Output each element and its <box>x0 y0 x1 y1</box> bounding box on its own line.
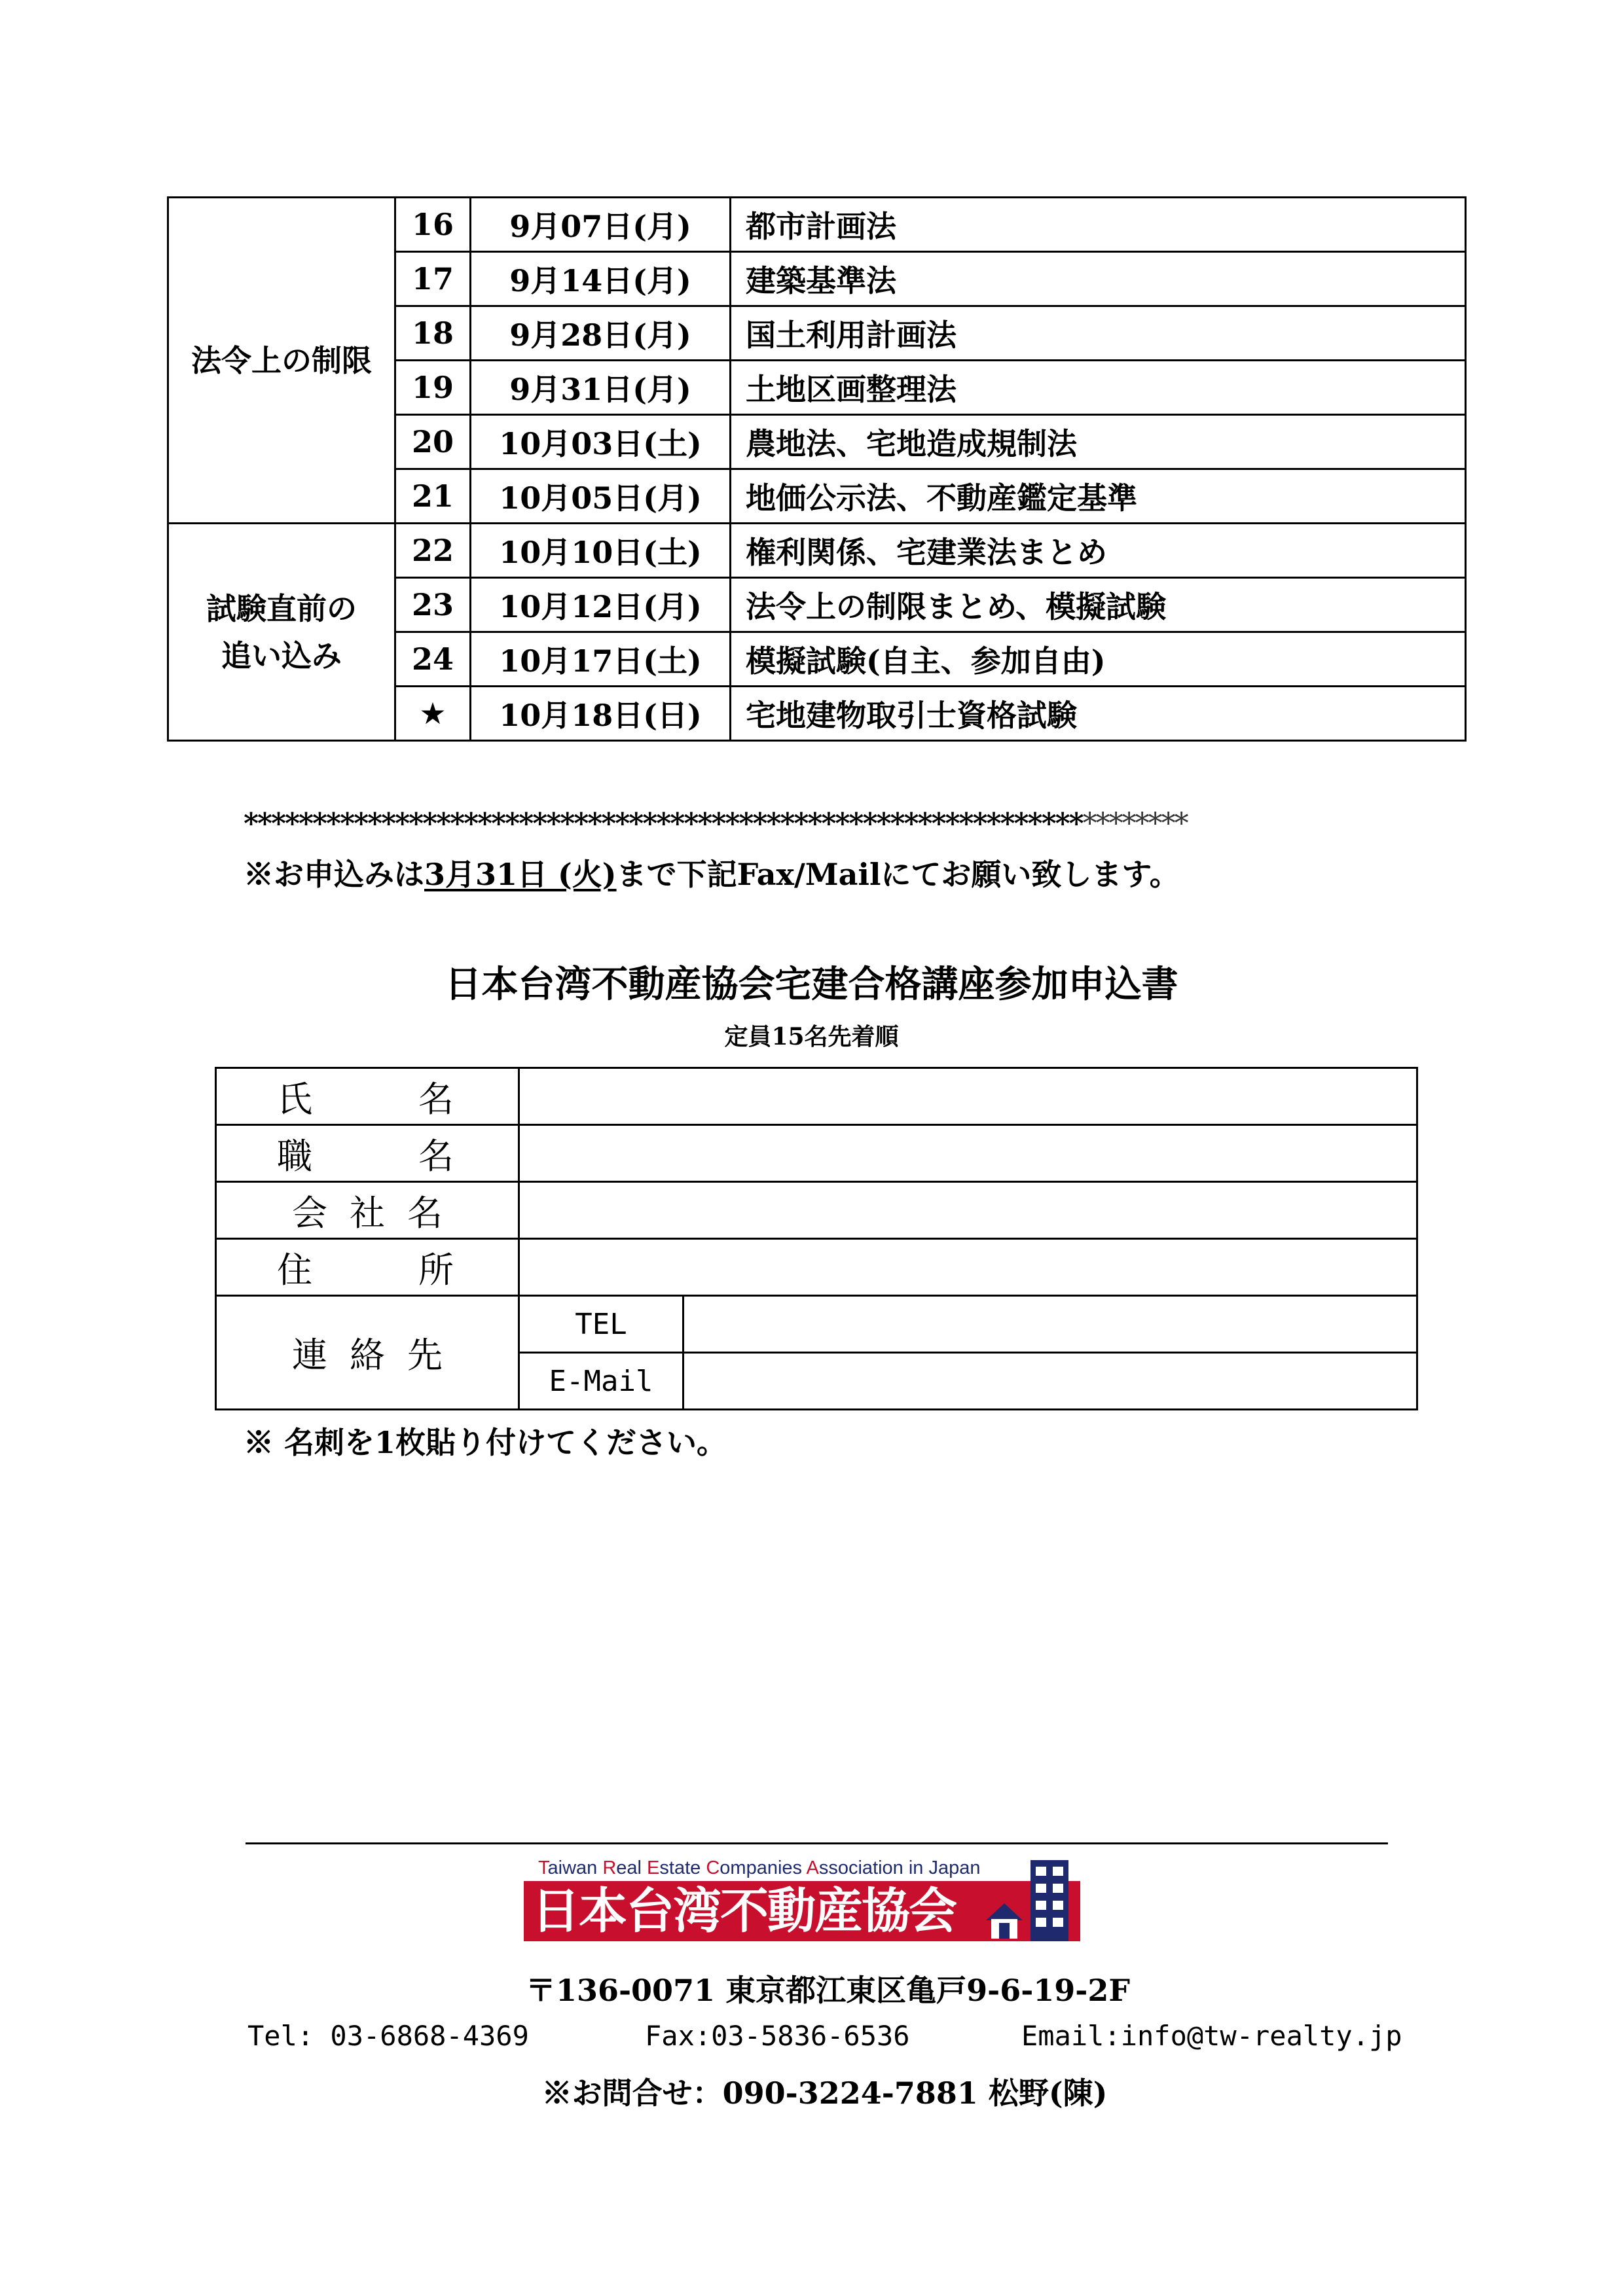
session-topic: 都市計画法 <box>731 198 1466 252</box>
form-row-address <box>216 1239 1417 1296</box>
form-row-position <box>216 1125 1417 1182</box>
form-row-contact-tel <box>216 1296 1417 1353</box>
building-icon <box>982 1857 1080 1949</box>
form-row-name <box>216 1068 1417 1125</box>
session-date: 9月14日(月) <box>471 252 731 306</box>
label-char: 会 <box>292 1192 327 1234</box>
table-row <box>168 524 1466 578</box>
address-label <box>216 1239 519 1296</box>
session-number: 22 <box>395 524 471 578</box>
session-date: 10月05日(月) <box>471 469 731 524</box>
address-field[interactable] <box>519 1239 1417 1296</box>
footer-fax: Fax:03-5836-6536 <box>645 2020 910 2052</box>
position-field[interactable] <box>519 1125 1417 1182</box>
email-field[interactable] <box>684 1353 1417 1410</box>
label-char: 名 <box>407 1192 443 1234</box>
session-date: 10月03日(土) <box>471 415 731 469</box>
label-char: 社 <box>350 1192 385 1234</box>
session-topic: 模擬試験(自主、参加自由) <box>731 632 1466 687</box>
session-topic: 農地法、宅地造成規制法 <box>731 415 1466 469</box>
session-number: 19 <box>395 361 471 415</box>
tel-field[interactable] <box>684 1296 1417 1353</box>
label-char: 所 <box>418 1249 454 1291</box>
session-topic: 国土利用計画法 <box>731 306 1466 361</box>
label-char: 絡 <box>350 1335 385 1376</box>
name-field[interactable] <box>519 1068 1417 1125</box>
label-char: 連 <box>292 1335 327 1376</box>
capacity-note: 定員15名先着順 <box>724 1023 899 1050</box>
session-date: 10月17日(土) <box>471 632 731 687</box>
note-prefix: ※お申込みは <box>244 857 424 892</box>
note-suffix: まで下記Fax/Mailにてお願い致します。 <box>616 857 1180 892</box>
position-label <box>216 1125 519 1182</box>
group-label <box>168 524 395 741</box>
session-number: 16 <box>395 198 471 252</box>
session-date: 10月10日(土) <box>471 524 731 578</box>
deadline: 3月31日 (火) <box>424 857 617 892</box>
label-char: 先 <box>407 1335 443 1376</box>
schedule-table <box>167 196 1467 742</box>
session-date: 9月07日(月) <box>471 198 731 252</box>
session-number: 17 <box>395 252 471 306</box>
company-field[interactable] <box>519 1182 1417 1239</box>
group-label: 法令上の制限 <box>168 198 395 524</box>
tel-label: TEL <box>519 1296 684 1353</box>
table-row <box>168 198 1466 252</box>
form-title: 日本台湾不動産協会宅建合格講座参加申込書 <box>445 963 1178 1006</box>
label-char: 名 <box>418 1135 454 1177</box>
session-date: 9月31日(月) <box>471 361 731 415</box>
session-topic: 地価公示法、不動産鑑定基準 <box>731 469 1466 524</box>
label-char: 名 <box>418 1078 454 1120</box>
association-logo <box>524 1857 1100 1949</box>
session-number: 20 <box>395 415 471 469</box>
label-char: 氏 <box>277 1078 312 1120</box>
session-topic: 権利関係、宅建業法まとめ <box>731 524 1466 578</box>
footer-divider <box>246 1842 1388 1844</box>
asterisk-separator <box>244 807 1188 840</box>
session-number: 24 <box>395 632 471 687</box>
separator-bold: ************************************************************* <box>244 807 1083 840</box>
separator-light: ******** <box>1082 807 1188 840</box>
form-row-company <box>216 1182 1417 1239</box>
session-topic: 土地区画整理法 <box>731 361 1466 415</box>
label-char: 住 <box>277 1249 312 1291</box>
contact-label <box>216 1296 519 1410</box>
email-label: E-Mail <box>519 1353 684 1410</box>
session-topic: 宅地建物取引士資格試験 <box>731 687 1466 741</box>
footer-inquiry: ※お問合せ：090-3224-7881 松野(陳) <box>541 2075 1108 2111</box>
session-topic: 建築基準法 <box>731 252 1466 306</box>
session-number: 21 <box>395 469 471 524</box>
exam-star-icon: ★ <box>395 687 471 741</box>
company-label <box>216 1182 519 1239</box>
session-date: 10月12日(月) <box>471 578 731 632</box>
session-date: 10月18日(日) <box>471 687 731 741</box>
session-number: 18 <box>395 306 471 361</box>
label-char: 職 <box>277 1135 312 1177</box>
session-topic: 法令上の制限まとめ、模擬試験 <box>731 578 1466 632</box>
footer-tel: Tel: 03-6868-4369 <box>247 2020 529 2052</box>
application-note <box>244 851 1180 894</box>
group-label-line2: 追い込み <box>221 637 342 673</box>
logo-japanese-text: 日本台湾不動産協会 <box>524 1881 990 1941</box>
session-date: 9月28日(月) <box>471 306 731 361</box>
session-number: 23 <box>395 578 471 632</box>
footer-address: 〒136-0071 東京都江東区亀戸9-6-19-2F <box>525 1973 1131 2008</box>
business-card-note: ※ 名刺を1枚貼り付けてください。 <box>244 1425 727 1460</box>
footer-email[interactable]: Email:info@tw-realty.jp <box>1021 2020 1402 2052</box>
logo-english-text: Taiwan Real Estate Companies Association in Japan <box>538 1857 981 1878</box>
application-form <box>215 1067 1418 1410</box>
name-label <box>216 1068 519 1125</box>
group-label-line1: 試験直前の <box>206 590 357 626</box>
